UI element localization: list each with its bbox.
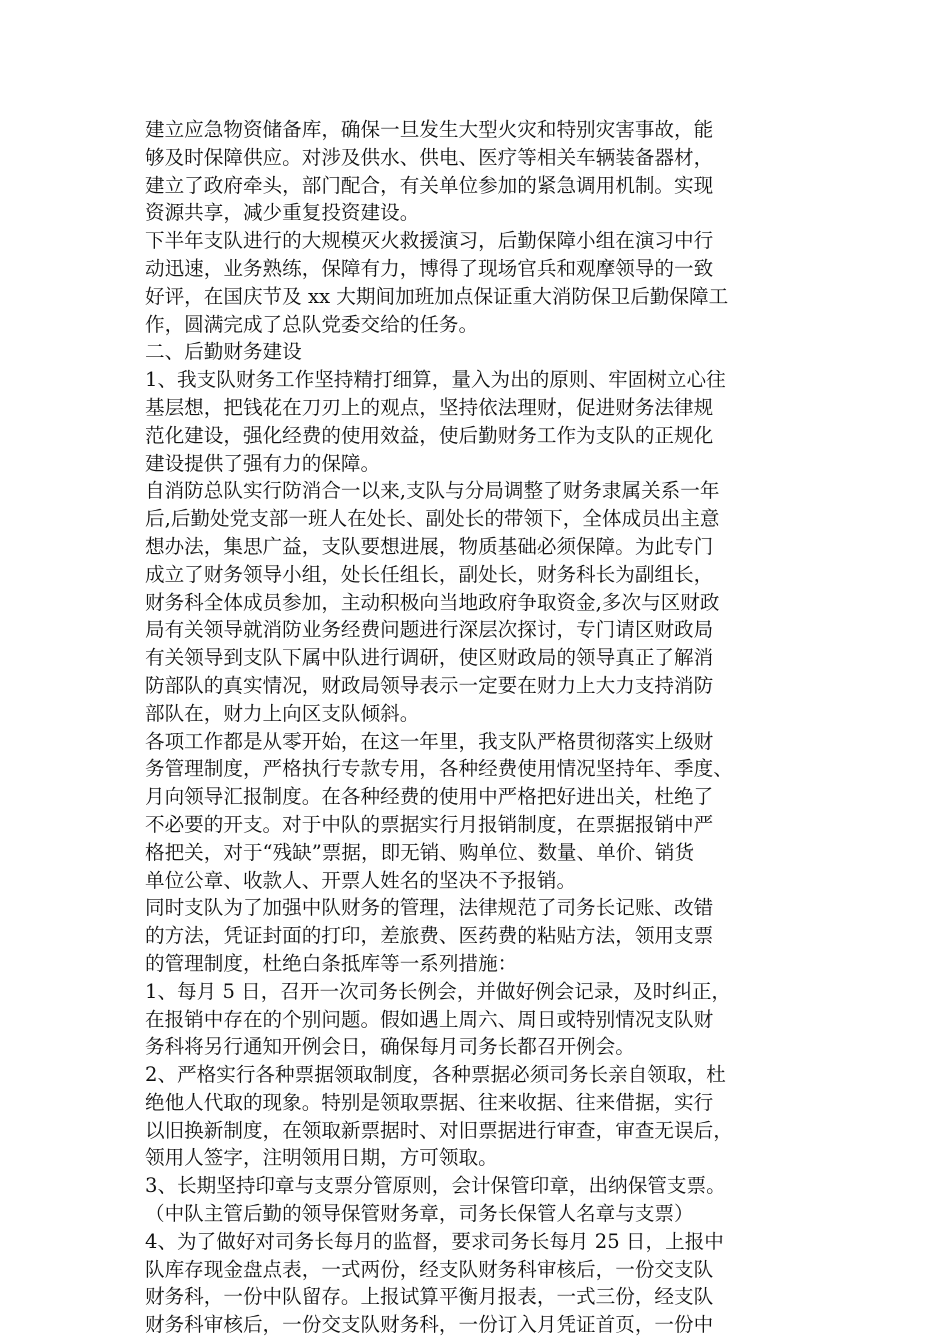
text-line: 财务科，一份中队留存。上报试算平衡月报表，一式三份，经支队 xyxy=(145,1285,714,1309)
text-line: 防部队的真实情况，财政局领导表示一定要在财力上大力支持消防 xyxy=(145,673,714,697)
text-line: 务管理制度，严格执行专款专用，各种经费使用情况坚持年、季度、 xyxy=(145,757,733,781)
text-line: 各项工作都是从零开始，在这一年里，我支队严格贯彻落实上级财 xyxy=(145,729,714,753)
text-line: 成立了财务领导小组，处长任组长，副处长，财务科长为副组长， xyxy=(145,562,714,586)
text-line: 够及时保障供应。对涉及供水、供电、医疗等相关车辆装备器材， xyxy=(145,145,714,169)
text-line: 4、为了做好对司务长每月的监督，要求司务长每月 25 日，上报中 xyxy=(145,1229,724,1253)
text-line: 资源共享，减少重复投资建设。 xyxy=(145,201,420,225)
text-line: 建立了政府牵头，部门配合，有关单位参加的紧急调用机制。实现 xyxy=(145,173,714,197)
text-line: 建设提供了强有力的保障。 xyxy=(145,451,381,475)
text-line: 3、长期坚持印章与支票分管原则，会计保管印章，出纳保管支票。 xyxy=(145,1174,726,1198)
text-line: 1、我支队财务工作坚持精打细算，量入为出的原则、牢固树立心往 xyxy=(145,368,726,392)
text-line: 务科将另行通知开例会日，确保每月司务长都召开例会。 xyxy=(145,1035,635,1059)
text-line: 后,后勤处党支部一班人在处长、副处长的带领下，全体成员出主意 xyxy=(145,507,720,531)
text-line: 的管理制度，杜绝白条抵库等一系列措施： xyxy=(145,951,518,975)
section-heading: 二、后勤财务建设 xyxy=(145,340,302,364)
text-line: 自消防总队实行防消合一以来,支队与分局调整了财务隶属关系一年 xyxy=(145,479,720,503)
text-line: 月向领导汇报制度。在各种经费的使用中严格把好进出关，杜绝了 xyxy=(145,785,714,809)
text-line: 财务科全体成员参加，主动积极向当地政府争取资金,多次与区财政 xyxy=(145,590,720,614)
text-line: 想办法，集思广益，支队要想进展，物质基础必须保障。为此专门 xyxy=(145,534,714,558)
text-line: 部队在，财力上向区支队倾斜。 xyxy=(145,701,420,725)
text-line: 有关领导到支队下属中队进行调研，使区财政局的领导真正了解消 xyxy=(145,646,714,670)
text-line: 同时支队为了加强中队财务的管理，法律规范了司务长记账、改错 xyxy=(145,896,714,920)
text-line: （中队主管后勤的领导保管财务章，司务长保管人名章与支票） xyxy=(145,1202,694,1226)
text-line: 财务科审核后，一份交支队财务科，一份订入月凭证首页，一份中 xyxy=(145,1313,714,1337)
text-line: 队库存现金盘点表，一式两份，经支队财务科审核后，一份交支队 xyxy=(145,1257,714,1281)
text-line: 建立应急物资储备库，确保一旦发生大型火灾和特别灾害事故，能 xyxy=(145,118,714,141)
text-line: 格把关，对于“残缺”票据，即无销、购单位、数量、单价、销货 xyxy=(145,840,695,864)
text-line: 2、严格实行各种票据领取制度，各种票据必须司务长亲自领取，杜 xyxy=(145,1063,726,1087)
text-line: 领用人签字，注明领用日期，方可领取。 xyxy=(145,1146,498,1170)
text-line: 范化建设，强化经费的使用效益，使后勤财务工作为支队的正规化 xyxy=(145,423,714,447)
text-line: 作，圆满完成了总队党委交给的任务。 xyxy=(145,312,479,336)
text-line: 以旧换新制度，在领取新票据时、对旧票据进行审查，审查无误后， xyxy=(145,1118,733,1142)
text-line: 好评，在国庆节及 xx 大期间加班加点保证重大消防保卫后勤保障工 xyxy=(145,284,729,308)
text-line: 的方法，凭证封面的打印，差旅费、医药费的粘贴方法，领用支票 xyxy=(145,924,714,948)
text-line: 局有关领导就消防业务经费问题进行深层次探讨，专门请区财政局 xyxy=(145,618,714,642)
text-line: 动迅速，业务熟练，保障有力，博得了现场官兵和观摩领导的一致 xyxy=(145,256,714,280)
text-line: 绝他人代取的现象。特别是领取票据、往来收据、往来借据，实行 xyxy=(145,1090,714,1114)
text-line: 1、每月 5 日，召开一次司务长例会，并做好例会记录，及时纠正， xyxy=(145,979,732,1003)
text-line: 在报销中存在的个别问题。假如遇上周六、周日或特别情况支队财 xyxy=(145,1007,714,1031)
text-line: 单位公章、收款人、开票人姓名的坚决不予报销。 xyxy=(145,868,577,892)
document-body xyxy=(145,116,805,1339)
text-line: 不必要的开支。对于中队的票据实行月报销制度，在票据报销中严 xyxy=(145,812,714,836)
text-line: 基层想，把钱花在刀刃上的观点，坚持依法理财，促进财务法律规 xyxy=(145,395,714,419)
text-line: 下半年支队进行的大规模灭火救援演习，后勤保障小组在演习中行 xyxy=(145,229,714,253)
